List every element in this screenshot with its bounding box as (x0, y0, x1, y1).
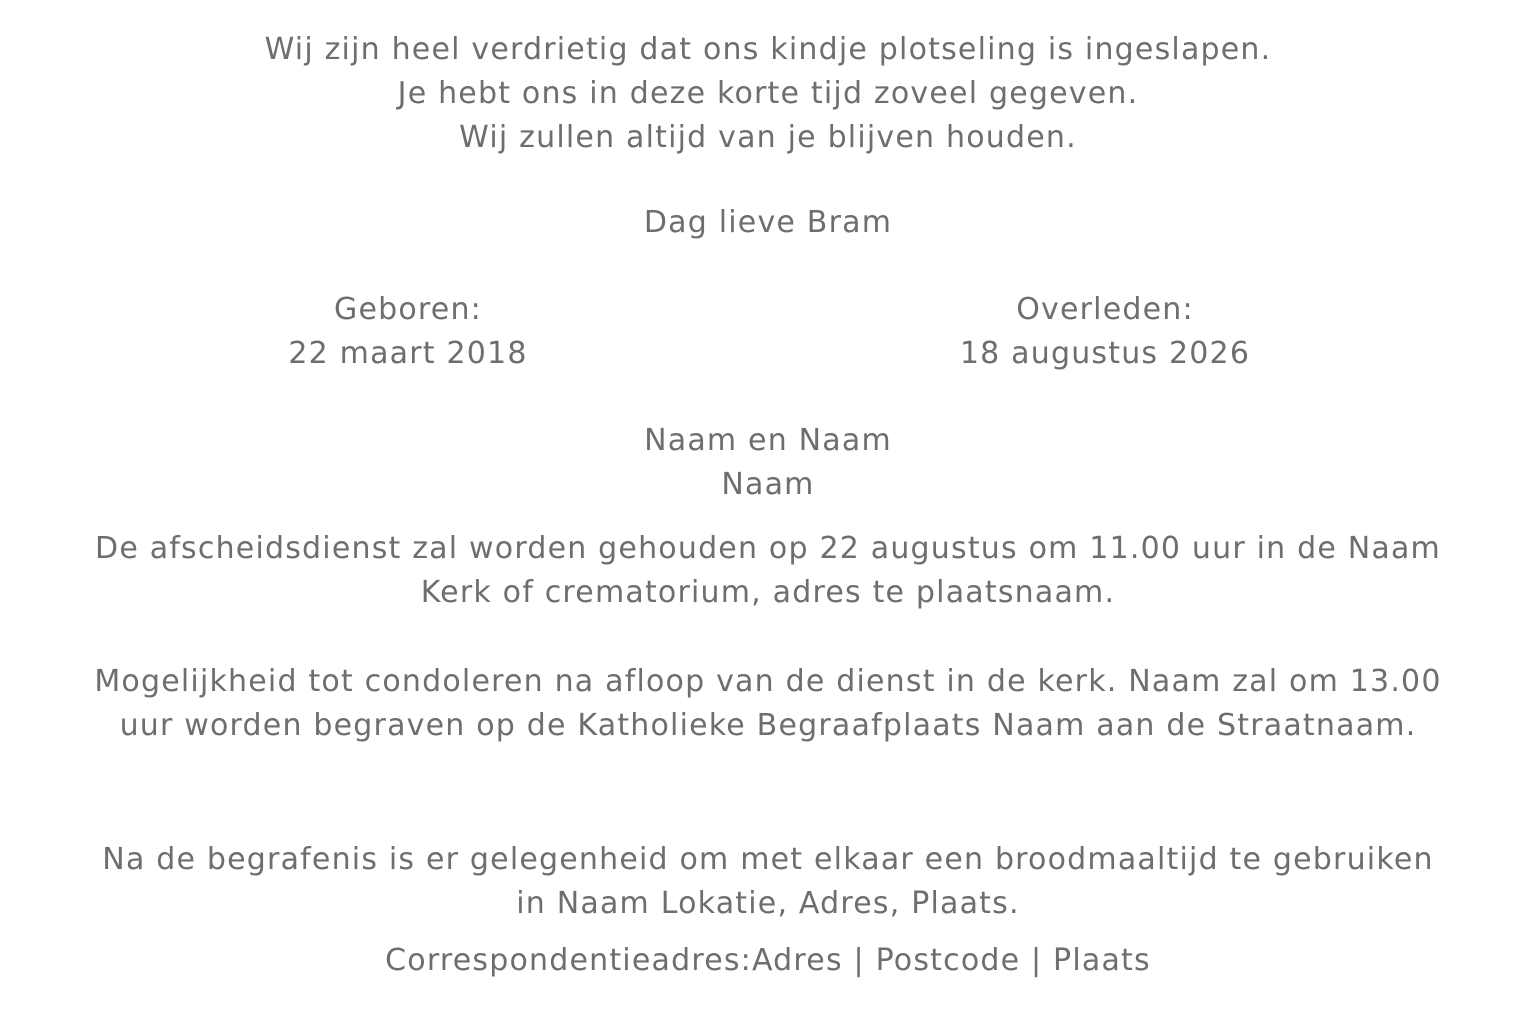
born-date: 22 maart 2018 (288, 336, 528, 371)
correspondence-address: Correspondentieadres:Adres | Postcode | Plaats (385, 943, 1151, 978)
born-column (198, 288, 618, 376)
intro-line-2: Je hebt ons in deze korte tijd zoveel gegeven. (397, 76, 1139, 111)
condolence-paragraph: Mogelijkheid tot condoleren na afloop van de dienst in de kerk. Naam zal om 13.00 uur worden begraven op de Katholieke Begraafplaats Naam aan de Straatnaam. (94, 664, 1442, 743)
farewell-heading: Dag lieve Bram (643, 205, 893, 240)
family-names-line-1: Naam en Naam (644, 423, 892, 458)
family-names (0, 419, 1536, 507)
intro-line-3: Wij zullen altijd van je blijven houden. (459, 120, 1077, 155)
service-paragraph: De afscheidsdienst zal worden gehouden op 22 augustus om 11.00 uur in de Naam Kerk of crematorium, adres te plaatsnaam. (95, 531, 1441, 610)
died-date: 18 augustus 2026 (959, 336, 1251, 371)
intro-line-1: Wij zijn heel verdrietig dat ons kindje plotseling is ingeslapen. (264, 32, 1272, 67)
meal-paragraph: Na de begrafenis is er gelegenheid om met elkaar een broodmaaltijd te gebruiken in Naam Lokatie, Adres, Plaats. (102, 842, 1434, 921)
died-label: Overleden: (1016, 292, 1194, 327)
family-names-line-2: Naam (721, 467, 815, 502)
died-column (895, 288, 1315, 376)
born-label: Geboren: (334, 292, 482, 327)
dates-block (0, 288, 1536, 378)
intro-text (0, 28, 1536, 160)
